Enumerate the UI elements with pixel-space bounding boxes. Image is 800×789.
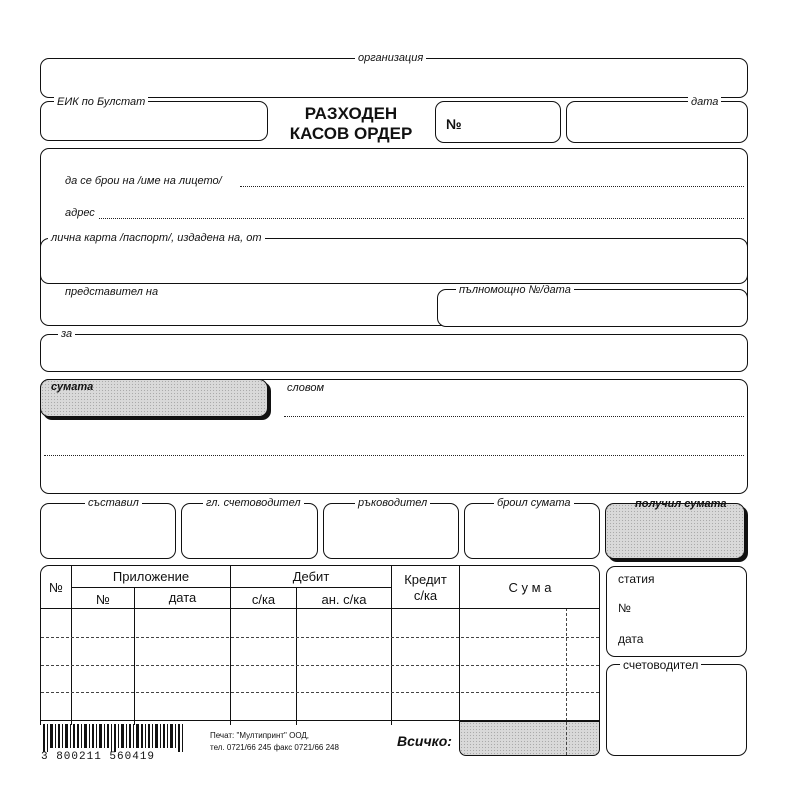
article-number-label: № — [618, 601, 631, 615]
compiled-label: съставил — [85, 497, 142, 509]
attachment-date-header: дата — [168, 590, 197, 605]
eik-label: ЕИК по Булстат — [54, 96, 148, 108]
received-signature[interactable] — [605, 503, 745, 559]
pay-to-label: да се брои на /име на лицето/ — [65, 175, 222, 187]
document-title — [272, 104, 430, 144]
in-words-label: словом — [287, 382, 324, 394]
printer-line-1: Печат: "Мултипринт" ООД, — [210, 731, 310, 740]
debit-analytical-header: ан. с/ка — [321, 592, 367, 607]
accountant-signature[interactable] — [606, 664, 747, 756]
chief-accountant-label: гл. счетоводител — [203, 497, 304, 509]
representative-label: представител на — [65, 286, 159, 298]
total-label: Всичко: — [397, 733, 452, 749]
in-words-line-1[interactable] — [284, 416, 744, 417]
cashier-label: броил сумата — [494, 497, 574, 509]
date-label: дата — [688, 96, 721, 108]
order-number-label: № — [446, 116, 462, 132]
title-line-1: РАЗХОДЕН — [304, 104, 398, 123]
barcode — [41, 724, 191, 752]
address-label: адрес — [65, 207, 95, 219]
organization-field[interactable] — [40, 58, 748, 98]
power-of-attorney-label: пълномощно №/дата — [456, 284, 574, 296]
amount-label: сумата — [51, 381, 94, 393]
debit-header: Дебит — [292, 569, 330, 584]
col-no-header: № — [49, 580, 63, 595]
manager-label: ръководител — [355, 497, 430, 509]
article-label: статия — [618, 572, 655, 586]
organization-label: организация — [355, 52, 426, 64]
address-line[interactable] — [99, 218, 744, 219]
purpose-label: за — [58, 328, 75, 340]
debit-account-header: с/ка — [251, 592, 276, 607]
id-card-field[interactable] — [40, 238, 748, 284]
barcode-number: 3 800211 560419 — [41, 751, 156, 763]
credit-header: Кредит — [404, 572, 447, 587]
in-words-line-2[interactable] — [44, 455, 744, 456]
article-date-label: дата — [618, 632, 644, 646]
chief-accountant-signature[interactable] — [181, 503, 318, 559]
printer-line-2: тел. 0721/66 245 факс 0721/66 248 — [210, 743, 339, 752]
compiled-signature[interactable] — [40, 503, 176, 559]
credit-account-header: с/ка — [413, 588, 438, 603]
title-line-2: КАСОВ ОРДЕР — [289, 124, 413, 143]
attachment-header: Приложение — [112, 569, 190, 584]
sum-header: С у м а — [508, 580, 552, 595]
id-card-label: лична карта /паспорт/, издадена на, от — [48, 232, 265, 244]
accountant-label: счетоводител — [620, 658, 701, 672]
pay-to-line[interactable] — [240, 186, 744, 187]
manager-signature[interactable] — [323, 503, 459, 559]
barcode-bars — [41, 724, 191, 752]
attachment-no-header: № — [96, 592, 110, 607]
total-amount-field[interactable] — [459, 721, 600, 756]
received-label: получил сумата — [635, 498, 727, 510]
purpose-field[interactable] — [40, 334, 748, 372]
cashier-signature[interactable] — [464, 503, 600, 559]
